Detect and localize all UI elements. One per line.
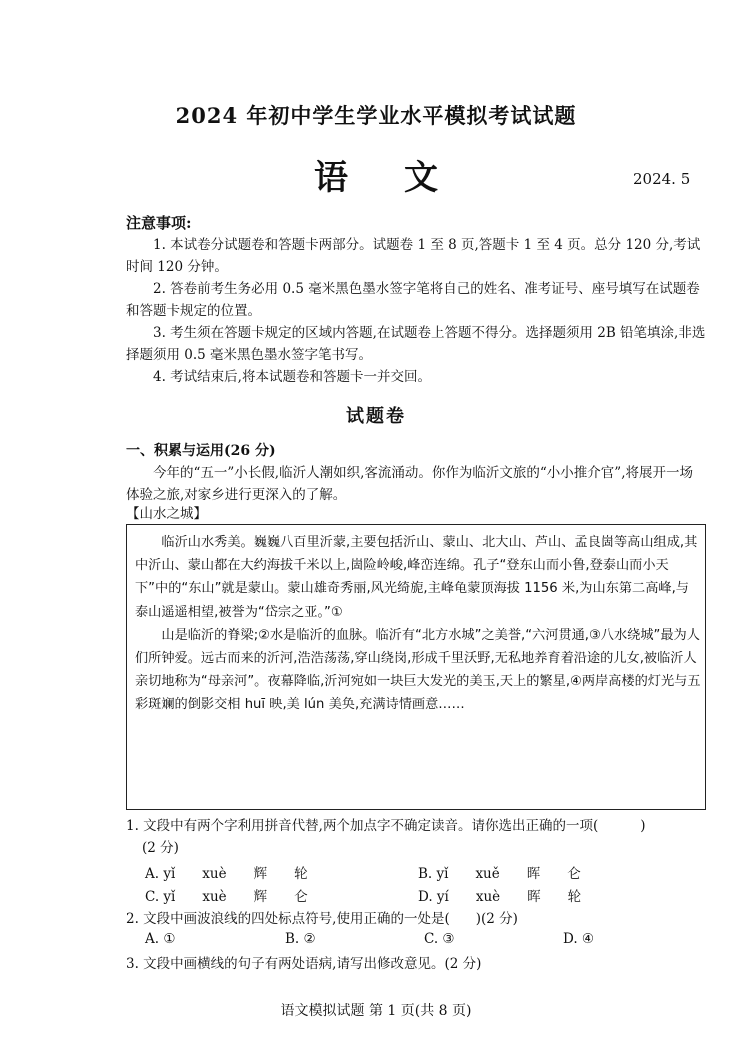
option-a[interactable]: A. yǐ xuè 辉 轮 [145,866,308,882]
subject-title: 语文 [314,158,494,198]
question-1 [126,815,726,837]
option-b[interactable]: B. yǐ xuě 晖 仑 [418,866,581,882]
option-b[interactable]: B. ② [285,931,316,947]
part1-heading: 一、积累与运用(26 分) [126,443,276,459]
note-item: 1. 本试卷分试题卷和答题卡两部分。试题卷 1 至 8 页,答题卡 1 至 4 页。总分 120 分,考试时间 120 分钟。 [126,237,701,275]
question-stem: 1. 文段中有两个字利用拼音代替,两个加点字不确定读音。请你选出正确的一项( [126,818,599,834]
option-a[interactable]: A. ① [145,931,176,947]
section-title: 试题卷 [346,406,406,427]
exam-date: 2024. 5 [633,170,691,188]
question-close: ) [640,818,646,834]
passage-box [126,524,706,810]
passage-paragraph: 临沂山水秀美。巍巍八百里沂蒙,主要包括沂山、蒙山、北大山、芦山、孟良崮等高山组成,其中沂山、蒙山都在大约海拔千米以上,崮险岭峻,峰峦连绵。孔子“登东山而小鲁,登泰山而小天下”中的“东山”就是蒙山。蒙山雄奇秀丽,风光绮旎,主峰龟蒙顶海拔 1156 米,为山东第二高峰,与泰山遥遥相望,被誉为“岱宗之亚。”① [135,535,698,620]
page-footer: 语文模拟试题 第 1 页(共 8 页) [280,1003,472,1019]
question-3: 3. 文段中画横线的句子有两处语病,请写出修改意见。(2 分) [126,956,482,972]
question-score: (2 分) [142,840,179,856]
option-c[interactable]: C. yǐ xuè 辉 仑 [145,889,308,905]
note-item: 2. 答卷前考生务必用 0.5 毫米黑色墨水签字笔将自己的姓名、准考证号、座号填写在试题卷和答题卡规定的位置。 [126,281,700,319]
part1-intro: 今年的“五一”小长假,临沂人潮如织,客流涌动。你作为临沂文旅的“小小推介官”,将展开一场体验之旅,对家乡进行更深入的了解。 [126,465,693,503]
exam-title: 2024 年初中学生学业水平模拟考试试题 [175,103,577,128]
option-d[interactable]: D. ④ [563,931,595,947]
question-stem: 2. 文段中画波浪线的四处标点符号,使用正确的一处是( [126,911,450,927]
note-item: 3. 考生须在答题卡规定的区域内答题,在试题卷上答题不得分。选择题须用 2B 铅笔填涂,非选择题须用 0.5 毫米黑色墨水签字笔书写。 [126,325,706,363]
passage-paragraph: 山是临沂的脊梁;②水是临沂的血脉。临沂有“北方水城”之美誉,“六河贯通,③八水绕城”最为人们所钟爱。远古而来的沂河,浩浩荡荡,穿山绕岗,形成千里沃野,无私地养育着沿途的儿女,被临沂人亲切地称为“母亲河”。夜幕降临,沂河宛如一块巨大发光的美玉,天上的繁星,④两岸高楼的灯光与五彩斑斓的倒影交相 huī 映,美 lún 美奂,充满诗情画意…… [135,627,701,713]
question-close: )(2 分) [475,911,518,927]
option-c[interactable]: C. ③ [424,931,455,947]
question-2 [126,908,726,930]
option-d[interactable]: D. yí xuè 晖 轮 [418,889,582,905]
section-tag: 【山水之城】 [126,506,207,522]
notes-heading: 注意事项: [126,214,192,232]
note-item: 4. 考试结束后,将本试题卷和答题卡一并交回。 [153,369,431,385]
